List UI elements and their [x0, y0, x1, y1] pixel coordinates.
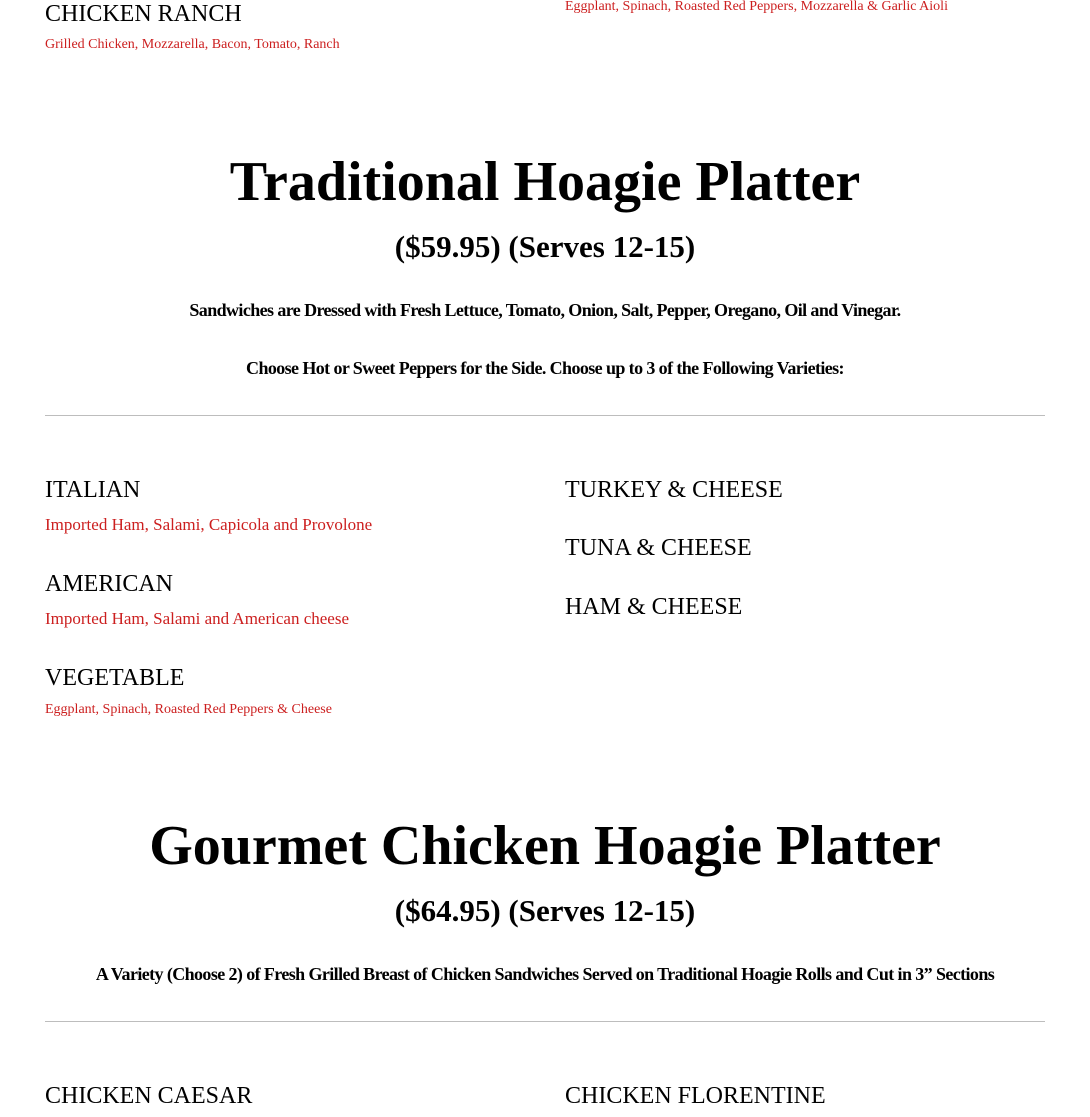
item-name-chicken-florentine: CHICKEN FLORENTINE [565, 1083, 826, 1109]
item-name-chicken-ranch: CHICKEN RANCH [45, 1, 242, 27]
section-price-traditional: ($59.95) (Serves 12-15) [394, 229, 696, 264]
item-desc-top-right: Eggplant, Spinach, Roasted Red Peppers, Mozzarella & Garlic Aioli [565, 0, 948, 14]
section-note-dressing: Sandwiches are Dressed with Fresh Lettuce, Tomato, Onion, Salt, Pepper, Oregano, Oil and Vinegar. [189, 300, 901, 320]
section-title-gourmet: Gourmet Chicken Hoagie Platter [149, 815, 941, 877]
item-name-chicken-caesar: CHICKEN CAESAR [45, 1083, 253, 1109]
item-name-ham-cheese: HAM & CHEESE [565, 594, 743, 620]
item-name-tuna-cheese: TUNA & CHEESE [565, 535, 752, 561]
item-desc-vegetable: Eggplant, Spinach, Roasted Red Peppers & Cheese [45, 702, 332, 717]
item-name-italian: ITALIAN [45, 477, 141, 503]
section-note-varieties: Choose Hot or Sweet Peppers for the Side. Choose up to 3 of the Following Varieties: [246, 358, 844, 378]
item-name-vegetable: VEGETABLE [45, 665, 185, 691]
divider [45, 415, 1045, 416]
item-desc-chicken-ranch: Grilled Chicken, Mozzarella, Bacon, Tomato, Ranch [45, 37, 340, 52]
section-title-traditional: Traditional Hoagie Platter [229, 151, 861, 213]
section-price-gourmet: ($64.95) (Serves 12-15) [394, 893, 696, 928]
section-note-gourmet: A Variety (Choose 2) of Fresh Grilled Breast of Chicken Sandwiches Served on Traditional Hoagie Rolls and Cut in 3” Sections [95, 964, 995, 984]
item-name-turkey-cheese: TURKEY & CHEESE [565, 477, 783, 503]
item-desc-american: Imported Ham, Salami and American cheese [45, 609, 349, 628]
item-desc-italian: Imported Ham, Salami, Capicola and Provolone [45, 515, 373, 534]
item-name-american: AMERICAN [45, 571, 174, 597]
divider [45, 1021, 1045, 1022]
